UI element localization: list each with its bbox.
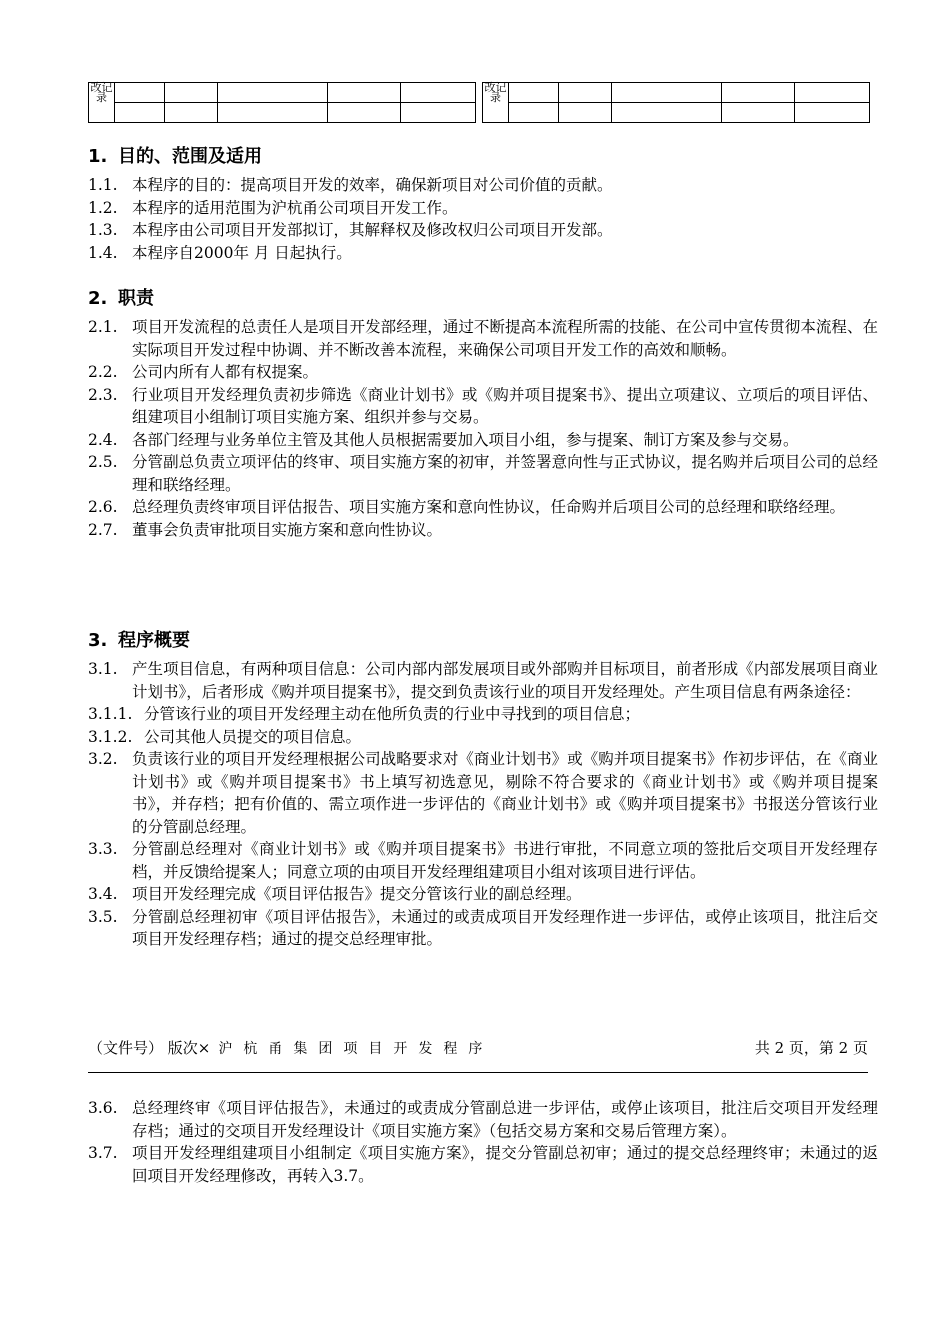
- revision-label: 改记录: [89, 83, 115, 123]
- footer-divider: [88, 1072, 868, 1073]
- section-heading: 2. 职责: [88, 288, 154, 309]
- list-item: 2.6. 总经理负责终审项目评估报告、项目实施方案和意向性协议，任命购并后项目公司的总经理和联络经理。: [88, 498, 846, 516]
- list-item: 2.7. 董事会负责审批项目实施方案和意向性协议。: [88, 520, 443, 539]
- list-item: 3.1. 产生项目信息，有两种项目信息：公司内部内部发展项目或外部购并目标项目，前者形成《内部发展项目商业计划书》，后者形成《购并项目提案书》，提交到负责该行业的项目开发经理处。产生项目信息有两条途径：: [88, 660, 878, 701]
- list-item: 2.4. 各部门经理与业务单位主管及其他人员根据需要加入项目小组，参与提案、制订方案及参与交易。: [88, 430, 799, 449]
- section-procedure-overview: [88, 630, 878, 951]
- list-item: 1.2. 本程序的适用范围为沪杭甬公司项目开发工作。: [88, 198, 458, 217]
- list-item: 3.4. 项目开发经理完成《项目评估报告》提交分管该行业的副总经理。: [88, 885, 582, 903]
- revision-label: 改记录: [483, 83, 509, 123]
- section-purpose: [88, 146, 878, 264]
- list-item: 1.3. 本程序由公司项目开发部拟订，其解释权及修改权归公司项目开发部。: [88, 221, 613, 239]
- section-procedure-continuation: [88, 1097, 878, 1187]
- section-heading: 3. 程序概要: [88, 630, 190, 651]
- list-item: 3.7. 项目开发经理组建项目小组制定《项目实施方案》，提交分管副总初审；通过的提交总经理终审；未通过的返回项目开发经理修改，再转入3.7。: [88, 1144, 878, 1185]
- page-footer-left: [88, 1037, 493, 1060]
- list-item: 1.4. 本程序自2000年 月 日起执行。: [88, 243, 352, 262]
- list-item: 2.5. 分管副总负责立项评估的终审、项目实施方案的初审，并签署意向性与正式协议，提名购并后项目公司的总经理和联络经理。: [88, 453, 878, 494]
- list-item: 3.1.2. 公司其他人员提交的项目信息。: [88, 727, 362, 746]
- list-item: 3.3. 分管副总经理对《商业计划书》或《购并项目提案书》书进行审批，不同意立项的签批后交项目开发经理存档，并反馈给提案人；同意立项的由项目开发经理组建项目小组对该项目进行评估。: [88, 840, 878, 881]
- list-item: 2.1. 项目开发流程的总责任人是项目开发部经理，通过不断提高本流程所需的技能、在公司中宣传贯彻本流程、在实际项目开发过程中协调、并不断改善本流程，来确保公司项目开发工作的高效和顺畅。: [88, 318, 878, 359]
- list-item: 3.2. 负责该行业的项目开发经理根据公司战略要求对《商业计划书》或《购并项目提案书》作初步评估，在《商业计划书》或《购并项目提案书》书上填写初选意见，剔除不符合要求的《商业计划书》或《购并项目提案书》，并存档；把有价值的、需立项作进一步评估的《商业计划书》或《购并项目提案书》书报送分管该行业的分管副总经理。: [88, 750, 878, 836]
- list-item: 2.2. 公司内所有人都有权提案。: [88, 363, 319, 381]
- section-heading: 1. 目的、范围及适用: [88, 146, 262, 167]
- list-item: 2.3. 行业项目开发经理负责初步筛选《商业计划书》或《购并项目提案书》、提出立项建议、立项后的项目评估、组建项目小组制订项目实施方案、组织并参与交易。: [88, 385, 878, 426]
- list-item: 3.5. 分管副总经理初审《项目评估报告》，未通过的或责成项目开发经理作进一步评估，或停止该项目，批注后交项目开发经理存档；通过的提交总经理审批。: [88, 907, 878, 948]
- revision-table-right: [482, 82, 870, 123]
- list-item: 1.1. 本程序的目的：提高项目开发的效率，确保新项目对公司价值的贡献。: [88, 176, 613, 194]
- list-item: 3.1.1. 分管该行业的项目开发经理主动在他所负责的行业中寻找到的项目信息；: [88, 705, 641, 723]
- revision-table-left: [88, 82, 476, 123]
- section-responsibilities: [88, 288, 878, 541]
- list-item: 3.6. 总经理终审《项目评估报告》，未通过的或责成分管副总进一步评估，或停止该项目，批注后交项目开发经理存档；通过的交项目开发经理设计《项目实施方案》（包括交易方案和交易后管理方案）。: [88, 1099, 878, 1140]
- document-title: 沪杭甬集团项目开发程序: [218, 1041, 494, 1057]
- page-counter: 共 2 页，第 2 页: [754, 1039, 868, 1057]
- document-number: （文件号） 版次×: [88, 1039, 211, 1057]
